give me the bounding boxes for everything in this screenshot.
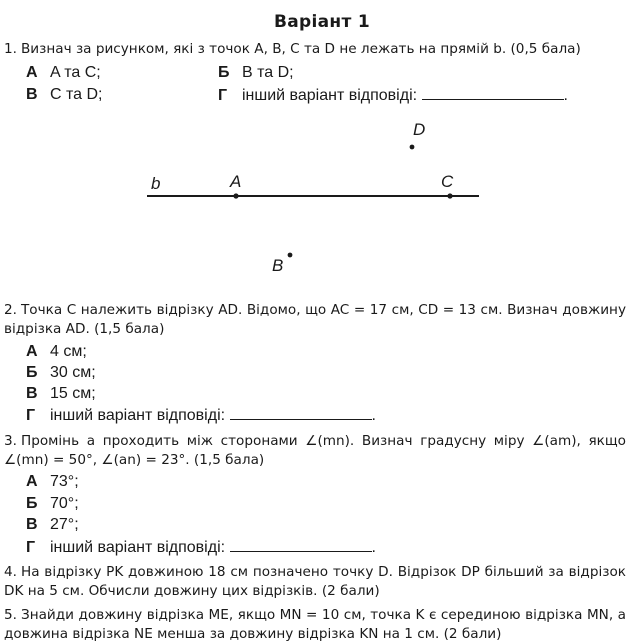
q1-option-a (26, 63, 101, 83)
option-text: 15 см; (50, 385, 96, 402)
question-number: 2. (4, 302, 17, 318)
q2-option-a (26, 342, 87, 362)
point-b-label: B (272, 256, 284, 275)
answer-blank (422, 85, 564, 100)
q1-option-b (218, 63, 294, 83)
q2-option-c (26, 384, 96, 404)
point-a-dot (233, 193, 238, 198)
option-text: інший варіант відповіді: (242, 87, 418, 104)
option-letter: А (26, 64, 38, 81)
option-text: A та C; (50, 64, 101, 81)
q2-option-d: Г інший варіант відповіді: . (26, 407, 376, 424)
option-letter: В (26, 86, 38, 103)
option-text: інший варіант відповіді: (50, 539, 226, 556)
option-letter: Г (26, 407, 36, 424)
option-text: 4 см; (50, 343, 87, 360)
point-d-dot (410, 145, 415, 150)
question-3 (4, 432, 626, 470)
question-number: 3. (4, 433, 17, 449)
point-c-label: C (441, 172, 454, 191)
point-a-label: A (230, 172, 242, 191)
question-4 (4, 563, 626, 601)
q1-option-c (26, 85, 103, 105)
option-text: 27°; (50, 516, 79, 533)
q1-option-d: Г інший варіант відповіді: . (218, 87, 568, 104)
option-letter: Б (218, 64, 230, 81)
point-b-dot (288, 253, 293, 258)
option-text: C та D; (50, 86, 103, 103)
q3-option-a (26, 472, 79, 492)
option-letter: Г (218, 87, 228, 104)
option-text: B та D; (242, 64, 294, 81)
question-number: 4. (4, 564, 17, 580)
q3-option-c (26, 515, 79, 535)
option-letter: Б (26, 364, 38, 381)
option-letter: В (26, 385, 38, 402)
answer-blank (230, 537, 372, 552)
option-letter: В (26, 516, 38, 533)
q3-option-d: Г інший варіант відповіді: . (26, 539, 376, 556)
option-text: 73°; (50, 473, 79, 490)
question-text: Знайди довжину відрізка ME, якщо MN = 10 см, точка K є серединою відрізка MN, а довжина відрізка NE менша за довжину відрізка KN на 1 см. (2 бали) (4, 607, 626, 642)
question-number: 1. (4, 41, 17, 57)
option-letter: А (26, 473, 38, 490)
points-line-figure (0, 110, 644, 280)
option-letter: Г (26, 539, 36, 556)
question-1 (4, 40, 626, 59)
question-number: 5. (4, 607, 17, 623)
point-c-dot (447, 193, 452, 198)
option-text: 70°; (50, 495, 79, 512)
option-text: інший варіант відповіді: (50, 407, 226, 424)
option-letter: Б (26, 495, 38, 512)
question-5 (4, 606, 626, 644)
q3-option-b (26, 494, 79, 514)
answer-blank (230, 405, 372, 420)
question-text: Промінь a проходить між сторонами ∠(mn). Визнач градусну міру ∠(am), якщо ∠(mn) = 50°, ∠(an) = 23°. (1,5 бала) (4, 433, 626, 468)
question-text: Точка C належить відрізку AD. Відомо, що AC = 17 см, CD = 13 см. Визнач довжину відрізка AD. (1,5 бала) (4, 302, 626, 337)
option-text: 30 см; (50, 364, 96, 381)
question-text: Визнач за рисунком, які з точок A, B, C та D не лежать на прямій b. (0,5 бала) (20, 41, 581, 57)
question-2 (4, 301, 626, 339)
line-b-label: b (151, 174, 161, 193)
q2-option-b (26, 363, 96, 383)
point-d-label: D (413, 120, 426, 139)
option-letter: А (26, 343, 38, 360)
question-text: На відрізку PK довжиною 18 см позначено точку D. Відрізок DP більший за відрізок DK на 5 см. Обчисли довжину цих відрізків. (2 бали) (4, 564, 626, 599)
variant-title: Варіант 1 (274, 12, 370, 32)
